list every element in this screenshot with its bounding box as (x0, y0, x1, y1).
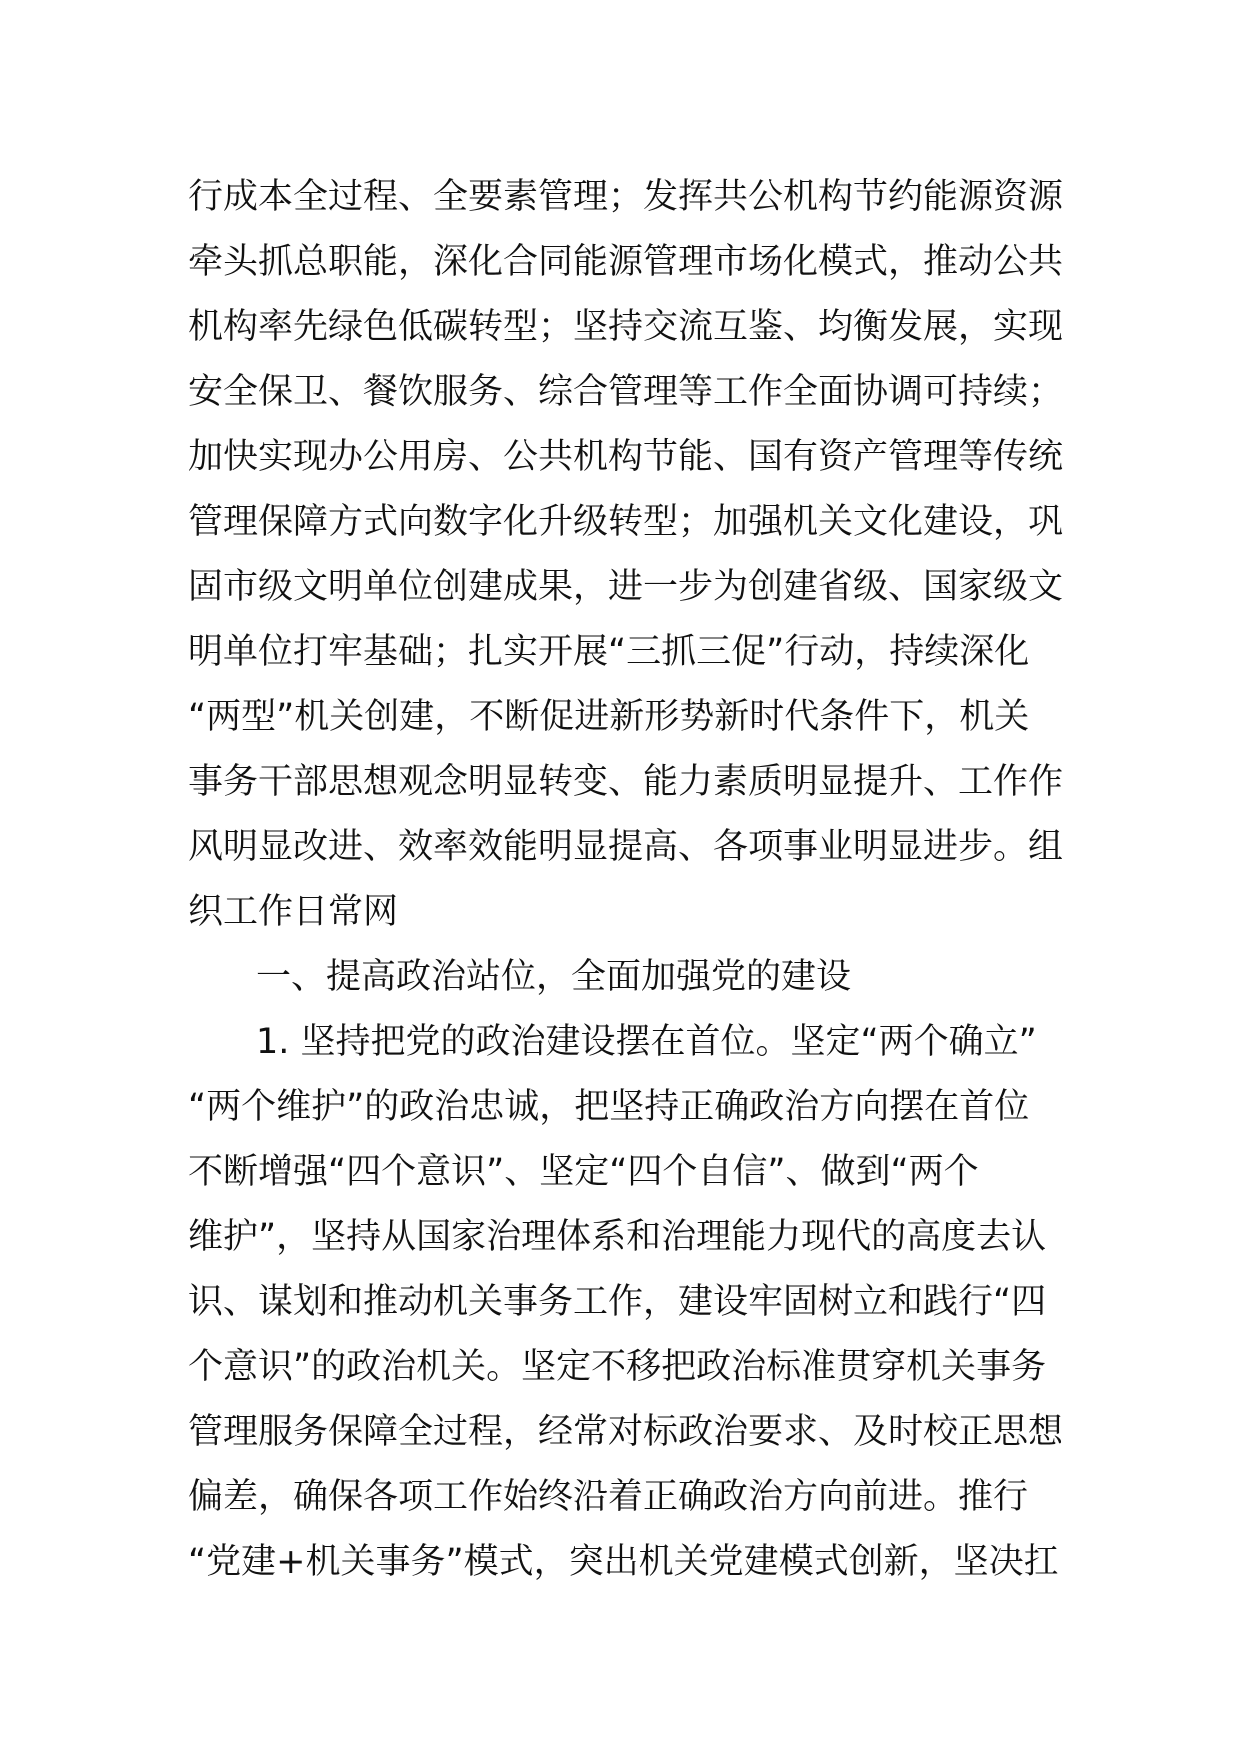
text-line: 织工作日常网 (188, 892, 399, 932)
text-line: “两型”机关创建，不断促进新形势新时代条件下，机关 (188, 697, 1030, 737)
text-line: “两个维护”的政治忠诚，把坚持正确政治方向摆在首位 (188, 1087, 1030, 1127)
numbered-paragraph-start: 1. 坚持把党的政治建设摆在首位。坚定“两个确立” (256, 1022, 1037, 1062)
text-line: 不断增强“四个意识”、坚定“四个自信”、做到“两个 (188, 1152, 979, 1192)
text-line: 偏差，确保各项工作始终沿着正确政治方向前进。推行 (188, 1477, 1029, 1517)
text-line: 行成本全过程、全要素管理；发挥共公机构节约能源资源 (188, 177, 1064, 217)
text-line: 安全保卫、餐饮服务、综合管理等工作全面协调可持续； (188, 372, 1064, 412)
text-line: 固市级文明单位创建成果，进一步为创建省级、国家级文 (188, 567, 1064, 607)
text-line: 风明显改进、效率效能明显提高、各项事业明显进步。组 (188, 827, 1064, 867)
text-line: 牵头抓总职能，深化合同能源管理市场化模式，推动公共 (188, 242, 1064, 282)
text-line: 管理服务保障全过程，经常对标政治要求、及时校正思想 (188, 1412, 1064, 1452)
text-line: 个意识”的政治机关。坚定不移把政治标准贯穿机关事务 (188, 1347, 1047, 1387)
text-line: 加快实现办公用房、公共机构节能、国有资产管理等传统 (188, 437, 1064, 477)
section-heading: 一、提高政治站位，全面加强党的建设 (256, 957, 852, 997)
text-line: 明单位打牢基础；扎实开展“三抓三促”行动，持续深化 (188, 632, 1030, 672)
text-line: 事务干部思想观念明显转变、能力素质明显提升、工作作 (188, 762, 1064, 802)
text-line: 管理保障方式向数字化升级转型；加强机关文化建设，巩 (188, 502, 1064, 542)
text-line: 机构率先绿色低碳转型；坚持交流互鉴、均衡发展，实现 (188, 307, 1064, 347)
text-line: “党建+机关事务”模式，突出机关党建模式创新，坚决扛 (188, 1542, 1059, 1582)
text-line: 识、谋划和推动机关事务工作，建设牢固树立和践行“四 (188, 1282, 1047, 1322)
body-text (188, 165, 1068, 1595)
text-line: 维护”，坚持从国家治理体系和治理能力现代的高度去认 (188, 1217, 1047, 1257)
